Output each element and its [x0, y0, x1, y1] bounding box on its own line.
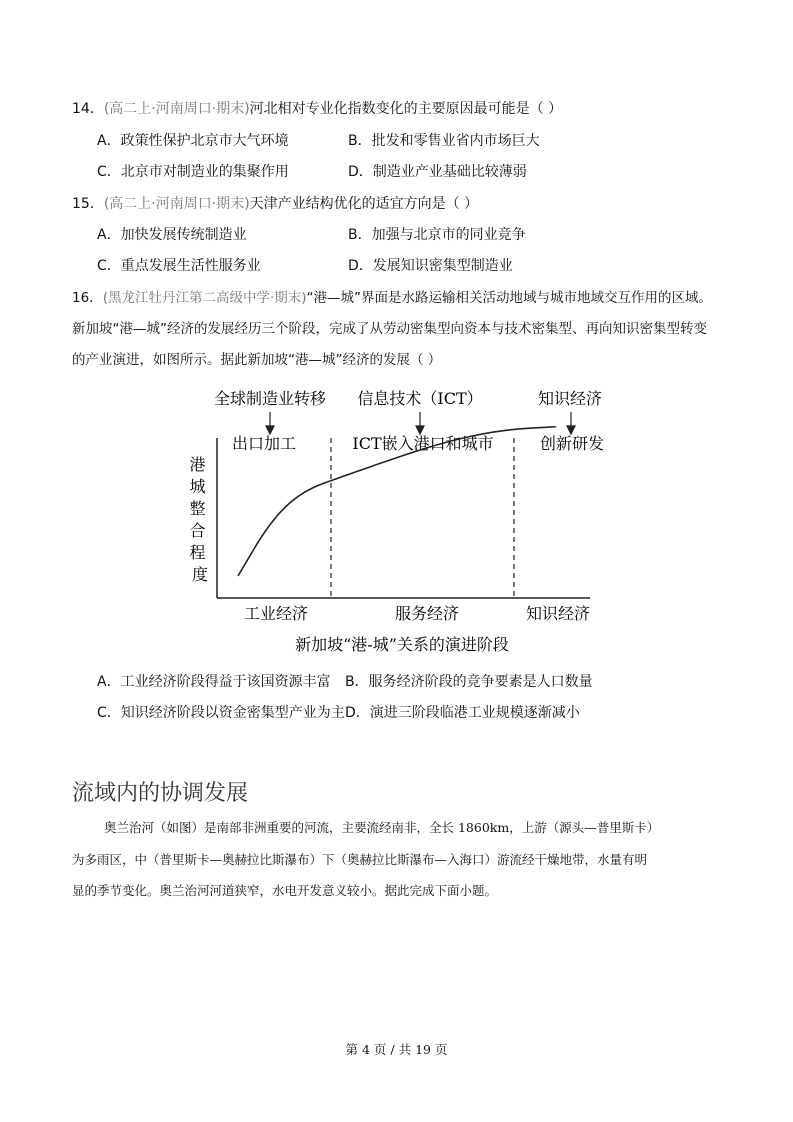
paragraph-line-3: 显的季节变化。奥兰治河河道狭窄，水电开发意义较小。据此完成下面小题。 — [72, 883, 498, 898]
stage-label-1: 出口加工 — [231, 434, 297, 453]
y-label-char: 城 — [189, 477, 206, 496]
question-16-stem-line-2: 新加坡“港—城”经济的发展经历三个阶段，完成了从劳动密集型向资本与技术密集型、再向知识密集型转变 — [72, 321, 707, 337]
option-d: D．发展知识密集型制造业 — [348, 258, 513, 274]
driver-label-1: 全球制造业转移 — [213, 389, 327, 408]
driver-label-2: 信息技术（ICT） — [357, 389, 483, 408]
x-category-1: 工业经济 — [243, 604, 309, 623]
question-15-stem — [72, 194, 478, 214]
option-c: C．知识经济阶段以资金密集型产业为主 — [97, 705, 345, 721]
section-heading: 流域内的协调发展 — [72, 781, 249, 806]
option-b: B．批发和零售业省内市场巨大 — [348, 133, 540, 149]
option-c: C．重点发展生活性服务业 — [97, 258, 261, 274]
question-source: (高二上·河南周口·期末) — [103, 101, 250, 117]
option-c: C．北京市对制造业的集聚作用 — [97, 164, 289, 180]
question-number: 15． — [72, 196, 104, 212]
x-category-2: 服务经济 — [394, 604, 460, 623]
question-text: 河北相对专业化指数变化的主要原因最可能是（ ） — [249, 101, 563, 117]
question-14-stem — [72, 99, 562, 119]
option-a: A．加快发展传统制造业 — [97, 227, 247, 243]
question-16-stem — [72, 288, 712, 308]
arrow-head — [416, 426, 424, 434]
option-b: B．服务经济阶段的竞争要素是人口数量 — [345, 674, 593, 690]
y-label-char: 合 — [189, 521, 206, 540]
stage-label-2: ICT嵌入港口和城市 — [352, 434, 494, 453]
option-d: D．演进三阶段临港工业规模逐渐减小 — [345, 705, 580, 721]
driver-label-3: 知识经济 — [537, 389, 603, 408]
option-b: B．加强与北京市的同业竞争 — [348, 227, 526, 243]
arrow-head — [266, 426, 274, 434]
arrow-head — [567, 426, 575, 434]
option-a: A．政策性保护北京市大气环境 — [97, 133, 289, 149]
question-source: (高二上·河南周口·期末) — [103, 196, 250, 212]
page-footer: 第 4 页 / 共 19 页 — [345, 1042, 448, 1057]
y-label-char: 程 — [189, 543, 206, 562]
question-16-stem-line-3: 的产业演进，如图所示。据此新加坡“港—城”经济的发展（ ） — [72, 352, 442, 368]
x-category-3: 知识经济 — [525, 604, 591, 623]
question-text: “港—城”界面是水路运输相关活动地域与城市地域交互作用的区域。 — [306, 290, 713, 306]
paragraph-line-1: 奥兰治河（如图）是南部非洲重要的河流，主要流经南非，全长 1860km，上游（源头—普里斯卡） — [104, 820, 660, 835]
y-label-char: 度 — [191, 565, 209, 584]
question-number: 16． — [72, 290, 103, 306]
question-text: 天津产业结构优化的适宜方向是（ ） — [249, 196, 479, 212]
question-number: 14． — [72, 101, 104, 117]
question-source: (黑龙江牡丹江第二高级中学·期末) — [102, 290, 307, 306]
chart-title: 新加坡“港-城”关系的演进阶段 — [295, 635, 509, 654]
stage-label-3: 创新研发 — [539, 434, 605, 453]
y-axis-label — [189, 455, 210, 584]
option-a: A．工业经济阶段得益于该国资源丰富 — [97, 674, 331, 690]
y-label-char: 港 — [189, 455, 206, 474]
option-d: D．制造业产业基础比较薄弱 — [348, 164, 527, 180]
port-city-chart — [180, 380, 630, 660]
y-label-char: 整 — [189, 499, 206, 518]
paragraph-line-2: 为多雨区，中（普里斯卡—奥赫拉比斯瀑布）下（奥赫拉比斯瀑布—入海口）游流经干燥地带，水量有明 — [72, 852, 648, 867]
